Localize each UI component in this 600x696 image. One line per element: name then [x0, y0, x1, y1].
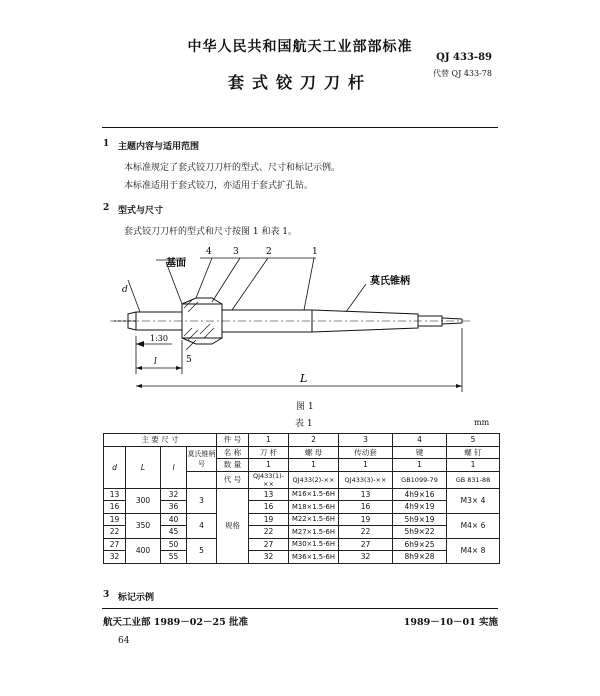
- footer-rule: [102, 608, 498, 609]
- table-cell: 13: [104, 488, 126, 501]
- part-name-3: 传动套: [339, 446, 393, 459]
- table-cell: M36×1.5-6H: [289, 551, 339, 564]
- table-cell: [187, 471, 217, 488]
- section2-para1: 套式铰刀刀杆的型式和尺寸按图 1 和表 1。: [124, 227, 298, 237]
- col-taper-header: 莫氏锥柄 号: [187, 446, 217, 471]
- part-code-5: GB 831-88: [447, 471, 500, 488]
- label-base: 基面: [166, 258, 186, 269]
- table-cell: M22×1.5-6H: [289, 513, 339, 526]
- table-cell: 45: [161, 526, 187, 539]
- table-cell: M27×1.5-6H: [289, 526, 339, 539]
- table-cell: 40: [161, 513, 187, 526]
- part-qty-5: 1: [447, 459, 500, 472]
- standard-org-title: 中华人民共和国航天工业部部标准: [187, 39, 413, 55]
- page-number: 64: [118, 636, 130, 646]
- table-header-row-1: [104, 434, 500, 447]
- table-cell: 27: [339, 538, 393, 551]
- table-row: [104, 551, 500, 564]
- table-cell: 4: [187, 513, 217, 538]
- part-name-1: 刀 杆: [249, 446, 289, 459]
- table-cell: M16×1.5-6H: [289, 488, 339, 501]
- part-name-2: 螺 母: [289, 446, 339, 459]
- name-header: 名 称: [217, 446, 249, 459]
- label-d: d: [122, 285, 128, 295]
- table-cell: 16: [339, 501, 393, 514]
- table-cell: 13: [249, 488, 289, 501]
- part-code-1: QJ433(1)-××: [249, 471, 289, 488]
- part-code-3: QJ433(3)-××: [339, 471, 393, 488]
- figure-1-drawing: [100, 240, 500, 402]
- label-part-3: 3: [233, 247, 239, 257]
- table-cell: 16: [104, 501, 126, 514]
- label-morse-taper: 莫氏锥柄: [370, 276, 410, 287]
- table-cell: 32: [104, 551, 126, 564]
- table-cell: 350: [126, 513, 161, 538]
- hatching: [184, 300, 214, 340]
- table-cell: 4h9×19: [393, 501, 447, 514]
- header-rule: [102, 127, 498, 128]
- section3-number: 3: [103, 590, 110, 600]
- standard-number: QJ 433-89: [436, 52, 492, 63]
- replaces-standard: 代替 QJ 433-78: [432, 69, 492, 78]
- table-cell: 300: [126, 488, 161, 513]
- table-cell: 22: [339, 526, 393, 539]
- table-cell: 5h9×22: [393, 526, 447, 539]
- table-cell: M3× 4: [447, 488, 500, 513]
- table-cell: 50: [161, 538, 187, 551]
- table-cell: 55: [161, 551, 187, 564]
- part-code-2: QJ433(2)-××: [289, 471, 339, 488]
- effective-date: 1989－10－01 实施: [403, 617, 498, 628]
- section1-heading: 主题内容与适用范围: [118, 142, 200, 152]
- table-cell: 3: [187, 488, 217, 513]
- table-cell: 32: [161, 488, 187, 501]
- table-cell: 400: [126, 538, 161, 563]
- table-cell: 19: [339, 513, 393, 526]
- label-slope: 1:30: [150, 334, 168, 343]
- table-cell: 27: [249, 538, 289, 551]
- part-no-5: 5: [447, 434, 500, 447]
- table-cell: 16: [249, 501, 289, 514]
- table-cell: 5h9×19: [393, 513, 447, 526]
- table-cell: 19: [249, 513, 289, 526]
- spec-note: 规格: [217, 488, 249, 563]
- table-cell: 13: [339, 488, 393, 501]
- part-no-4: 4: [393, 434, 447, 447]
- part-no-1: 1: [249, 434, 289, 447]
- label-part-2: 2: [266, 247, 272, 257]
- table-cell: 32: [249, 551, 289, 564]
- col-l-header: l: [161, 446, 187, 488]
- col-d-header: d: [104, 446, 126, 488]
- table-row: [104, 538, 500, 551]
- table-cell: 4h9×16: [393, 488, 447, 501]
- section1-para2: 本标准适用于套式铰刀，亦适用于套式扩孔钻。: [124, 181, 314, 191]
- section1-number: 1: [103, 139, 110, 149]
- part-name-4: 键: [393, 446, 447, 459]
- table-cell: M18×1.5-6H: [289, 501, 339, 514]
- table-cell: 5: [187, 538, 217, 563]
- label-l: l: [154, 357, 157, 367]
- qty-header: 数 量: [217, 459, 249, 472]
- section3-heading: 标记示例: [118, 593, 155, 603]
- label-part-4: 4: [206, 247, 212, 257]
- table-unit: mm: [474, 418, 490, 427]
- part-no-2: 2: [289, 434, 339, 447]
- col-L-header: L: [126, 446, 161, 488]
- document-title: 套式铰刀刀杆: [227, 73, 372, 92]
- table-cell: 27: [104, 538, 126, 551]
- table-cell: 19: [104, 513, 126, 526]
- table-cell: 22: [104, 526, 126, 539]
- table-cell: M30×1.5-6H: [289, 538, 339, 551]
- table-cell: 36: [161, 501, 187, 514]
- table-cell: 6h9×25: [393, 538, 447, 551]
- section1-para1: 本标准规定了套式铰刀刀杆的型式、尺寸和标记示例。: [124, 163, 341, 173]
- part-code-4: GB1099-79: [393, 471, 447, 488]
- part-qty-1: 1: [249, 459, 289, 472]
- table-caption: 表 1: [295, 419, 313, 429]
- table-1: [103, 433, 500, 564]
- table-header-row-2: [104, 446, 500, 459]
- part-qty-2: 1: [289, 459, 339, 472]
- table-cell: 8h9×28: [393, 551, 447, 564]
- code-header: 代 号: [217, 471, 249, 488]
- figure-caption: 图 1: [296, 402, 314, 412]
- label-part-1: 1: [312, 247, 318, 257]
- label-L: L: [300, 372, 308, 385]
- section2-number: 2: [103, 203, 110, 213]
- table-cell: M4× 8: [447, 538, 500, 563]
- part-qty-4: 1: [393, 459, 447, 472]
- part-no-header: 件 号: [217, 434, 249, 447]
- table-row: [104, 488, 500, 501]
- table-row: [104, 513, 500, 526]
- label-part-5: 5: [186, 355, 192, 365]
- part-no-3: 3: [339, 434, 393, 447]
- table-cell: M4× 6: [447, 513, 500, 538]
- part-name-5: 螺 钉: [447, 446, 500, 459]
- approval-date: 航天工业部 1989－02－25 批准: [103, 617, 248, 628]
- section2-heading: 型式与尺寸: [118, 206, 164, 216]
- table-cell: 32: [339, 551, 393, 564]
- table-row: [104, 501, 500, 514]
- main-dimensions-header: 主 要 尺 寸: [104, 434, 217, 447]
- part-qty-3: 1: [339, 459, 393, 472]
- table-row: [104, 526, 500, 539]
- table-cell: 22: [249, 526, 289, 539]
